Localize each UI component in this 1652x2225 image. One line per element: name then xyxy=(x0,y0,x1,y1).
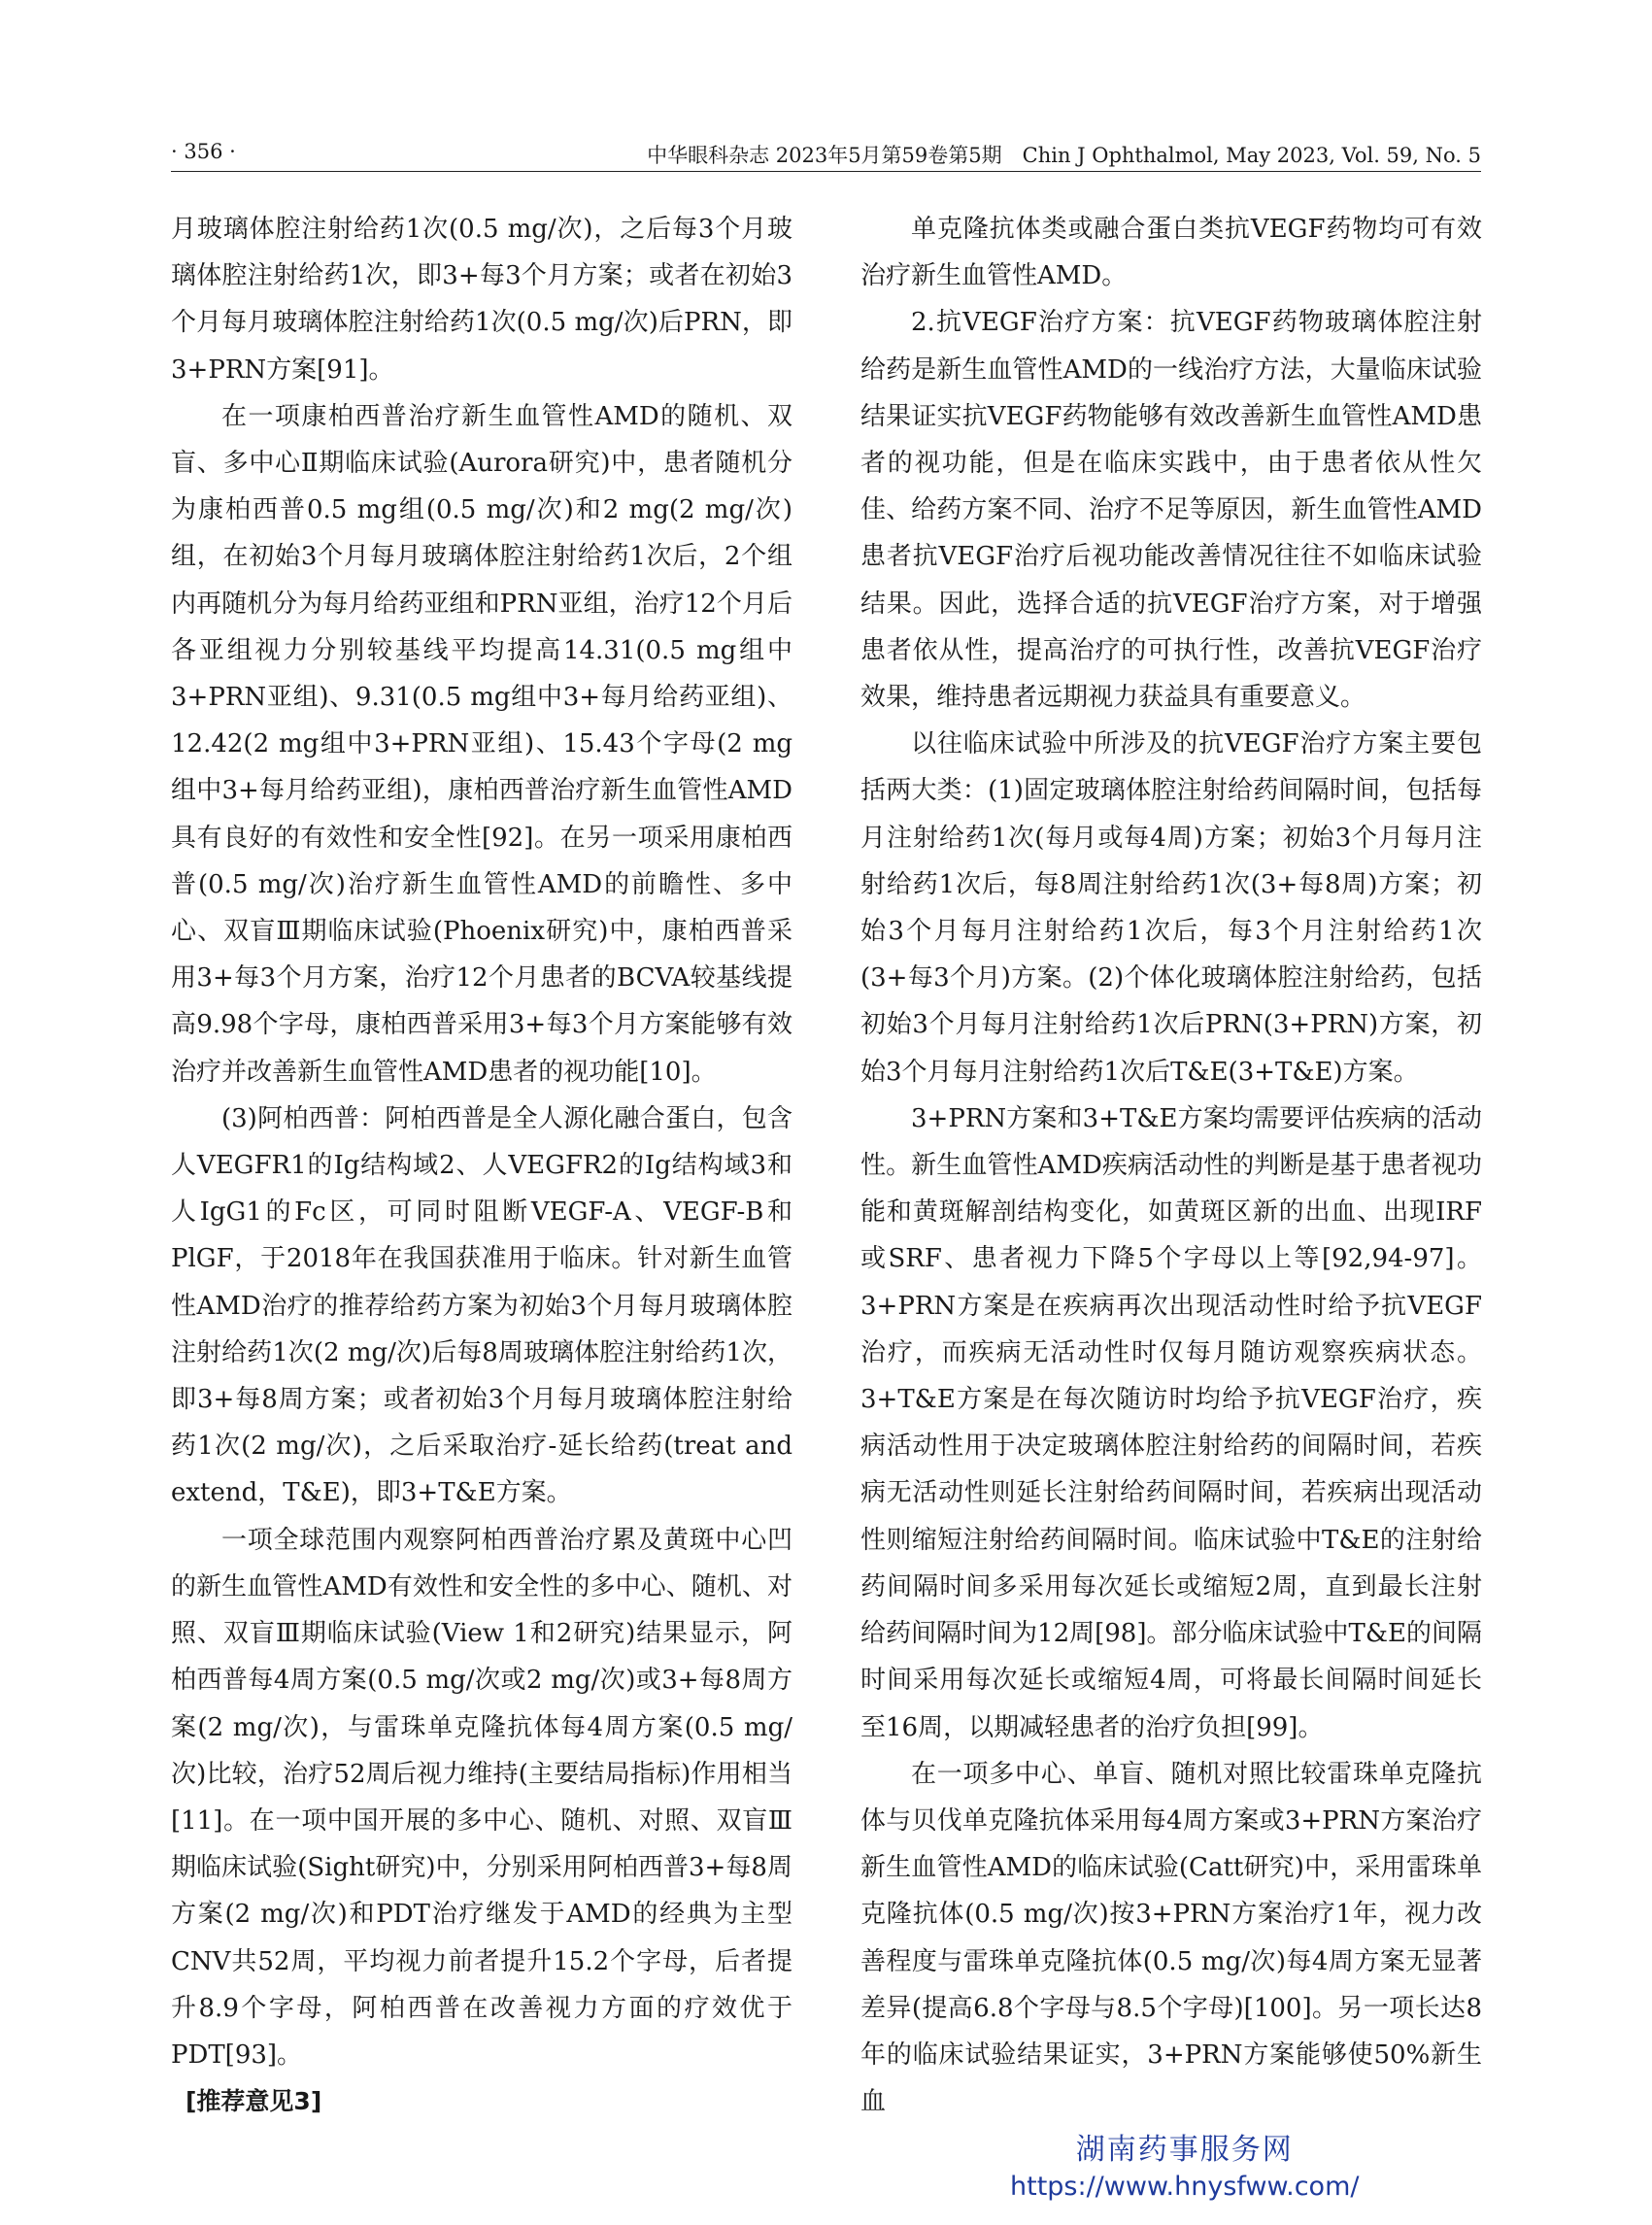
paragraph: (3)阿柏西普：阿柏西普是全人源化融合蛋白，包含人VEGFR1的Ig结构域2、人VEGFR2的Ig结构域3和人IgG1的Fc区，可同时阻断VEGF-A、VEGF-B和PlGF，于2018年在我国获准用于临床。针对新生血管性AMD治疗的推荐给药方案为初始3个月每月玻璃体腔注射给药1次(2 mg/次)后每8周玻璃体腔注射给药1次，即3+每8周方案；或者初始3个月每月玻璃体腔注射给药1次(2 mg/次)，之后采取治疗-延长给药(treat and extend，T&E)，即3+T&E方案。 xyxy=(171,1103,792,1508)
paragraph: 在一项多中心、单盲、随机对照比较雷珠单克隆抗体与贝伐单克隆抗体采用每4周方案或3+PRN方案治疗新生血管性AMD的临床试验(Catt研究)中，采用雷珠单克隆抗体(0.5 mg/次)按3+PRN方案治疗1年，视力改善程度与雷珠单克隆抗体(0.5 mg/次)每4周方案无显著差异(提高6.8个字母与8.5个字母)[100]。另一项长达8年的临床试验结果证实，3+PRN方案能够使50%新生血 xyxy=(860,1759,1482,2117)
page-number: · 356 · xyxy=(171,140,236,163)
paragraph: 一项全球范围内观察阿柏西普治疗累及黄斑中心凹的新生血管性AMD有效性和安全性的多中心、随机、对照、双盲Ⅲ期临床试验(View 1和2研究)结果显示，阿柏西普每4周方案(0.5 mg/次或2 mg/次)或3+每8周方案(2 mg/次)，与雷珠单克隆抗体每4周方案(0.5 mg/次)比较，治疗52周后视力维持(主要结局指标)作用相当[11]。在一项中国开展的多中心、随机、对照、双盲Ⅲ期临床试验(Sight研究)中，分别采用阿柏西普3+每8周方案(2 mg/次)和PDT治疗继发于AMD的经典为主型CNV共52周，平均视力前者提升15.2个字母，后者提升8.9个字母，阿柏西普在改善视力方面的疗效优于PDT[93]。 xyxy=(171,1525,792,2070)
watermark xyxy=(1010,2125,1359,2202)
right-column xyxy=(860,206,1482,2125)
left-column xyxy=(171,206,792,2125)
paragraph: 3+PRN方案和3+T&E方案均需要评估疾病的活动性。新生血管性AMD疾病活动性的判断是基于患者视功能和黄斑解剖结构变化，如黄斑区新的出血、出现IRF或SRF、患者视力下降5个字母以上等[92,94-97]。3+PRN方案是在疾病再次出现活动性时给予抗VEGF治疗，而疾病无活动性时仅每月随访观察疾病状态。3+T&E方案是在每次随访时均给予抗VEGF治疗，疾病活动性用于决定玻璃体腔注射给药的间隔时间，若疾病无活动性则延长注射给药间隔时间，若疾病出现活动性则缩短注射给药间隔时间。临床试验中T&E的注射给药间隔时间多采用每次延长或缩短2周，直到最长注射给药间隔时间为12周[98]。部分临床试验中T&E的间隔时间采用每次延长或缩短4周，可将最长间隔时间延长至16周，以期减轻患者的治疗负担[99]。 xyxy=(860,1103,1482,1742)
watermark-url: https://www.hnysfww.com/ xyxy=(1010,2172,1360,2202)
watermark-site-name: 湖南药事服务网 xyxy=(1075,2133,1294,2167)
paragraph: 月玻璃体腔注射给药1次(0.5 mg/次)，之后每3个月玻璃体腔注射给药1次，即3+每3个月方案；或者在初始3个月每月玻璃体腔注射给药1次(0.5 mg/次)后PRN，即3+PRN方案[91]。 xyxy=(171,215,792,385)
paragraph: 2.抗VEGF治疗方案：抗VEGF药物玻璃体腔注射给药是新生血管性AMD的一线治疗方法，大量临床试验结果证实抗VEGF药物能够有效改善新生血管性AMD患者的视功能，但是在临床实践中，由于患者依从性欠佳、给药方案不同、治疗不足等原因，新生血管性AMD患者抗VEGF治疗后视功能改善情况往往不如临床试验结果。因此，选择合适的抗VEGF治疗方案，对于增强患者依从性，提高治疗的可执行性，改善抗VEGF治疗效果，维持患者远期视力获益具有重要意义。 xyxy=(860,308,1482,713)
recommendation-heading: [推荐意见3] xyxy=(185,2087,322,2116)
paragraph: 单克隆抗体类或融合蛋白类抗VEGF药物均可有效治疗新生血管性AMD。 xyxy=(860,215,1482,291)
paragraph: 在一项康柏西普治疗新生血管性AMD的随机、双盲、多中心Ⅱ期临床试验(Aurora研究)中，患者随机分为康柏西普0.5 mg组(0.5 mg/次)和2 mg(2 mg/次)组，在初始3个月每月玻璃体腔注射给药1次后，2个组内再随机分为每月给药亚组和PRN亚组，治疗12个月后各亚组视力分别较基线平均提高14.31(0.5 mg组中3+PRN亚组)、9.31(0.5 mg组中3+每月给药亚组)、12.42(2 mg组中3+PRN亚组)、15.43个字母(2 mg组中3+每月给药亚组)，康柏西普治疗新生血管性AMD具有良好的有效性和安全性[92]。在另一项采用康柏西普(0.5 mg/次)治疗新生血管性AMD的前瞻性、多中心、双盲Ⅲ期临床试验(Phoenix研究)中，康柏西普采用3+每3个月方案，治疗12个月患者的BCVA较基线提高9.98个字母，康柏西普采用3+每3个月方案能够有效治疗并改善新生血管性AMD患者的视功能[10]。 xyxy=(171,401,792,1087)
running-header xyxy=(171,136,1481,172)
journal-citation: 中华眼科杂志 2023年5月第59卷第5期 Chin J Ophthalmol, May 2023, Vol. 59, No. 5 xyxy=(647,144,1481,167)
paragraph: 以往临床试验中所涉及的抗VEGF治疗方案主要包括两大类：(1)固定玻璃体腔注射给药间隔时间，包括每月注射给药1次(每月或每4周)方案；初始3个月每月注射给药1次后，每8周注射给药1次(3+每8周)方案；初始3个月每月注射给药1次后，每3个月注射给药1次(3+每3个月)方案。(2)个体化玻璃体腔注射给药，包括初始3个月每月注射给药1次后PRN(3+PRN)方案，初始3个月每月注射给药1次后T&E(3+T&E)方案。 xyxy=(860,729,1482,1087)
